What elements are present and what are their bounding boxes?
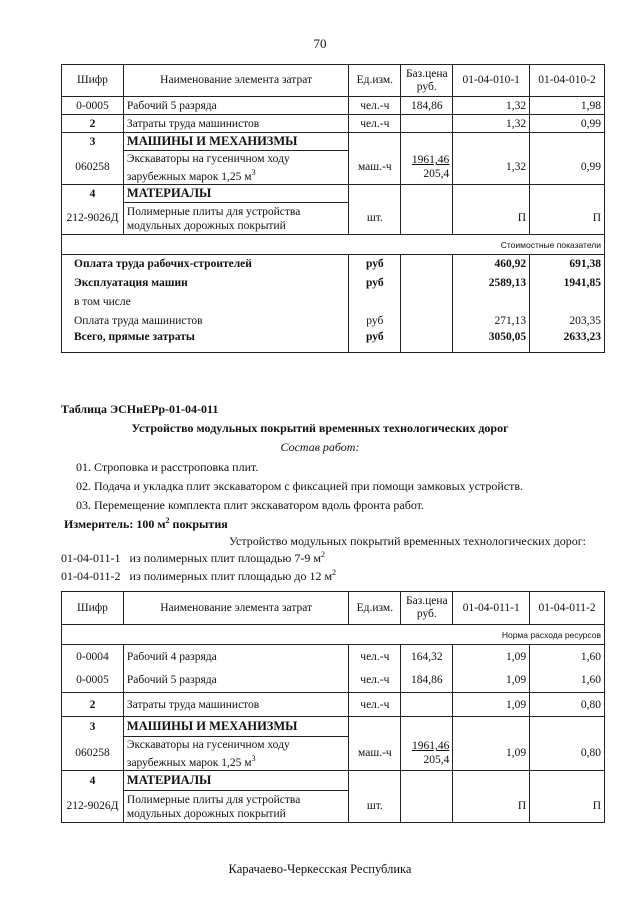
- cost-value-1: 2589,13: [453, 274, 530, 293]
- row-value-2: 0,99: [530, 151, 605, 185]
- row-name: Полимерные плиты для устройства модульных дорожных покрытий: [123, 203, 348, 235]
- section-row-materials: [62, 771, 605, 791]
- cost-name: Оплата труда машинистов: [62, 312, 349, 331]
- cost-value-2: 2633,23: [530, 331, 605, 353]
- row-unit: шт.: [349, 203, 401, 235]
- row-code: 060258: [62, 151, 124, 185]
- section-row-machines: [62, 717, 605, 737]
- row-price: 1961,46 205,4: [401, 151, 453, 185]
- cost-value-2: 691,38: [530, 255, 605, 274]
- cost-unit: руб: [349, 331, 401, 353]
- row-value-2: 1,60: [530, 669, 605, 693]
- row-code: 3: [62, 717, 124, 737]
- row-name: Затраты труда машинистов: [123, 115, 348, 133]
- cost-name: Оплата труда рабочих-строителей: [62, 255, 349, 274]
- row-name: Экскаваторы на гусеничном ходу зарубежных марок 1,25 $м^3$: [123, 151, 348, 185]
- row-value-2: П: [530, 203, 605, 235]
- row-code: 3: [62, 133, 124, 151]
- row-name: МАТЕРИАЛЫ: [123, 771, 348, 791]
- cost-name: Эксплуатация машин: [62, 274, 349, 293]
- row-name: Рабочий 4 разряда: [123, 645, 348, 669]
- footer-region: Карачаево-Черкесская Республика: [228, 862, 412, 876]
- row-name: МАШИНЫ И МЕХАНИЗМЫ: [123, 133, 348, 151]
- cost-unit: руб: [349, 312, 401, 331]
- row-code: 060258: [62, 737, 124, 771]
- header-name: Наименование элемента затрат: [123, 65, 348, 97]
- page-number: 70: [313, 36, 327, 51]
- variant-row: 01-04-011-2 из полимерных плит площадью до 12 $м^2$: [61, 568, 337, 583]
- measure-unit: Измеритель: 100 $м^2$ покрытия: [64, 516, 228, 531]
- row-price: 184,86: [401, 97, 453, 115]
- section-row-machines: [62, 133, 605, 151]
- row-code: 0-0005: [62, 97, 124, 115]
- row-price: 1961,46 205,4: [401, 737, 453, 771]
- row-value-1: 1,09: [453, 645, 530, 669]
- row-code: 0-0005: [62, 669, 124, 693]
- table-row: [62, 669, 605, 693]
- row-name: МАТЕРИАЛЫ: [123, 185, 348, 203]
- row-value-1: П: [453, 203, 530, 235]
- row-value-2: 0,80: [530, 693, 605, 717]
- header-name: Наименование элемента затрат: [123, 592, 348, 625]
- row-unit: чел.-ч: [349, 97, 401, 115]
- cost-row: [62, 274, 605, 293]
- table-row: [62, 791, 605, 823]
- header-col1: 01-04-011-1: [453, 592, 530, 625]
- work-step: 01. Строповка и расстроповка плит.: [76, 460, 259, 474]
- variant-text: из полимерных плит площадью до 12 м: [129, 569, 333, 583]
- row-code: 4: [62, 185, 124, 203]
- table-header-row: [62, 592, 605, 625]
- table-header-row: [62, 65, 605, 97]
- section-row-materials: [62, 185, 605, 203]
- variant-row: 01-04-011-1 из полимерных плит площадью 7-9 $м^2$: [61, 550, 325, 565]
- header-col2: 01-04-010-2: [530, 65, 605, 97]
- row-value-1: 1,09: [453, 669, 530, 693]
- table-row: [62, 115, 605, 133]
- row-code: 4: [62, 771, 124, 791]
- variant-code: 01-04-011-1: [61, 551, 121, 565]
- row-unit: шт.: [349, 791, 401, 823]
- cost-row: [62, 312, 605, 331]
- variant-text: из полимерных плит площадью 7-9 м: [129, 551, 321, 565]
- row-value-1: П: [453, 791, 530, 823]
- cost-value-2: 1941,85: [530, 274, 605, 293]
- header-base-price: Баз.цена руб.: [401, 65, 453, 97]
- cost-value-1: 460,92: [453, 255, 530, 274]
- row-unit: маш.-ч: [349, 151, 401, 185]
- row-code: 212-9026Д: [62, 791, 124, 823]
- section-title: Устройство модульных покрытий временных технологических дорог: [131, 421, 509, 435]
- table-row: [62, 203, 605, 235]
- header-unit: Ед.изм.: [349, 65, 401, 97]
- row-value-2: 0,99: [530, 115, 605, 133]
- row-code: 2: [62, 693, 124, 717]
- table-row: [62, 693, 605, 717]
- table-row: [62, 97, 605, 115]
- row-value-1: 1,32: [453, 151, 530, 185]
- cost-label-row: [62, 235, 605, 255]
- row-value-1: 1,09: [453, 737, 530, 771]
- row-price: 164,32: [401, 645, 453, 669]
- table-id: Таблица ЭСНиЕРр-01-04-011: [61, 402, 219, 416]
- row-price: [401, 115, 453, 133]
- row-name: Затраты труда машинистов: [123, 693, 348, 717]
- row-name: МАШИНЫ И МЕХАНИЗМЫ: [123, 717, 348, 737]
- row-name: Полимерные плиты для устройства модульных дорожных покрытий: [123, 791, 348, 823]
- row-value-2: 1,60: [530, 645, 605, 669]
- row-name: Рабочий 5 разряда: [123, 669, 348, 693]
- cost-name: Всего, прямые затраты: [62, 331, 349, 353]
- header-code: Шифр: [62, 592, 124, 625]
- header-code: Шифр: [62, 65, 124, 97]
- row-value-1: 1,32: [453, 97, 530, 115]
- description: Устройство модульных покрытий временных технологических дорог:: [229, 534, 586, 548]
- row-value-2: 0,80: [530, 737, 605, 771]
- variant-code: 01-04-011-2: [61, 569, 121, 583]
- resource-table-1: [61, 64, 605, 353]
- work-composition-label: Состав работ:: [280, 440, 360, 454]
- table-row: [62, 737, 605, 771]
- norm-label: Норма расхода ресурсов: [62, 625, 605, 645]
- table-row: [62, 151, 605, 185]
- row-code: 212-9026Д: [62, 203, 124, 235]
- cost-name: в том числе: [62, 293, 349, 312]
- row-value-1: 1,09: [453, 693, 530, 717]
- row-unit: чел.-ч: [349, 693, 401, 717]
- cost-unit: руб: [349, 255, 401, 274]
- work-step: 02. Подача и укладка плит экскаватором с фиксацией при помощи замковых устройств.: [76, 479, 524, 493]
- row-unit: чел.-ч: [349, 645, 401, 669]
- table-row: [62, 645, 605, 669]
- cost-row: [62, 255, 605, 274]
- cost-row-total: [62, 331, 605, 353]
- row-price: 184,86: [401, 669, 453, 693]
- row-unit: чел.-ч: [349, 115, 401, 133]
- header-col2: 01-04-011-2: [530, 592, 605, 625]
- row-code: 2: [62, 115, 124, 133]
- row-name: Экскаваторы на гусеничном ходу зарубежных марок 1,25 $м^3$: [123, 737, 348, 771]
- cost-indicators-label: Стоимостные показатели: [62, 235, 605, 255]
- cost-value-1: 3050,05: [453, 331, 530, 353]
- header-base-price: Баз.цена руб.: [401, 592, 453, 625]
- row-value-2: П: [530, 791, 605, 823]
- cost-value-2: 203,35: [530, 312, 605, 331]
- row-unit: чел.-ч: [349, 669, 401, 693]
- row-unit: маш.-ч: [349, 737, 401, 771]
- row-name: Рабочий 5 разряда: [123, 97, 348, 115]
- row-value-1: 1,32: [453, 115, 530, 133]
- row-code: 0-0004: [62, 645, 124, 669]
- cost-unit: руб: [349, 274, 401, 293]
- header-unit: Ед.изм.: [349, 592, 401, 625]
- cost-value-1: 271,13: [453, 312, 530, 331]
- resource-table-2: [61, 591, 605, 823]
- norm-label-row: [62, 625, 605, 645]
- work-step: 03. Перемещение комплекта плит экскаватором вдоль фронта работ.: [76, 498, 425, 512]
- row-value-2: 1,98: [530, 97, 605, 115]
- cost-row: [62, 293, 605, 312]
- header-col1: 01-04-010-1: [453, 65, 530, 97]
